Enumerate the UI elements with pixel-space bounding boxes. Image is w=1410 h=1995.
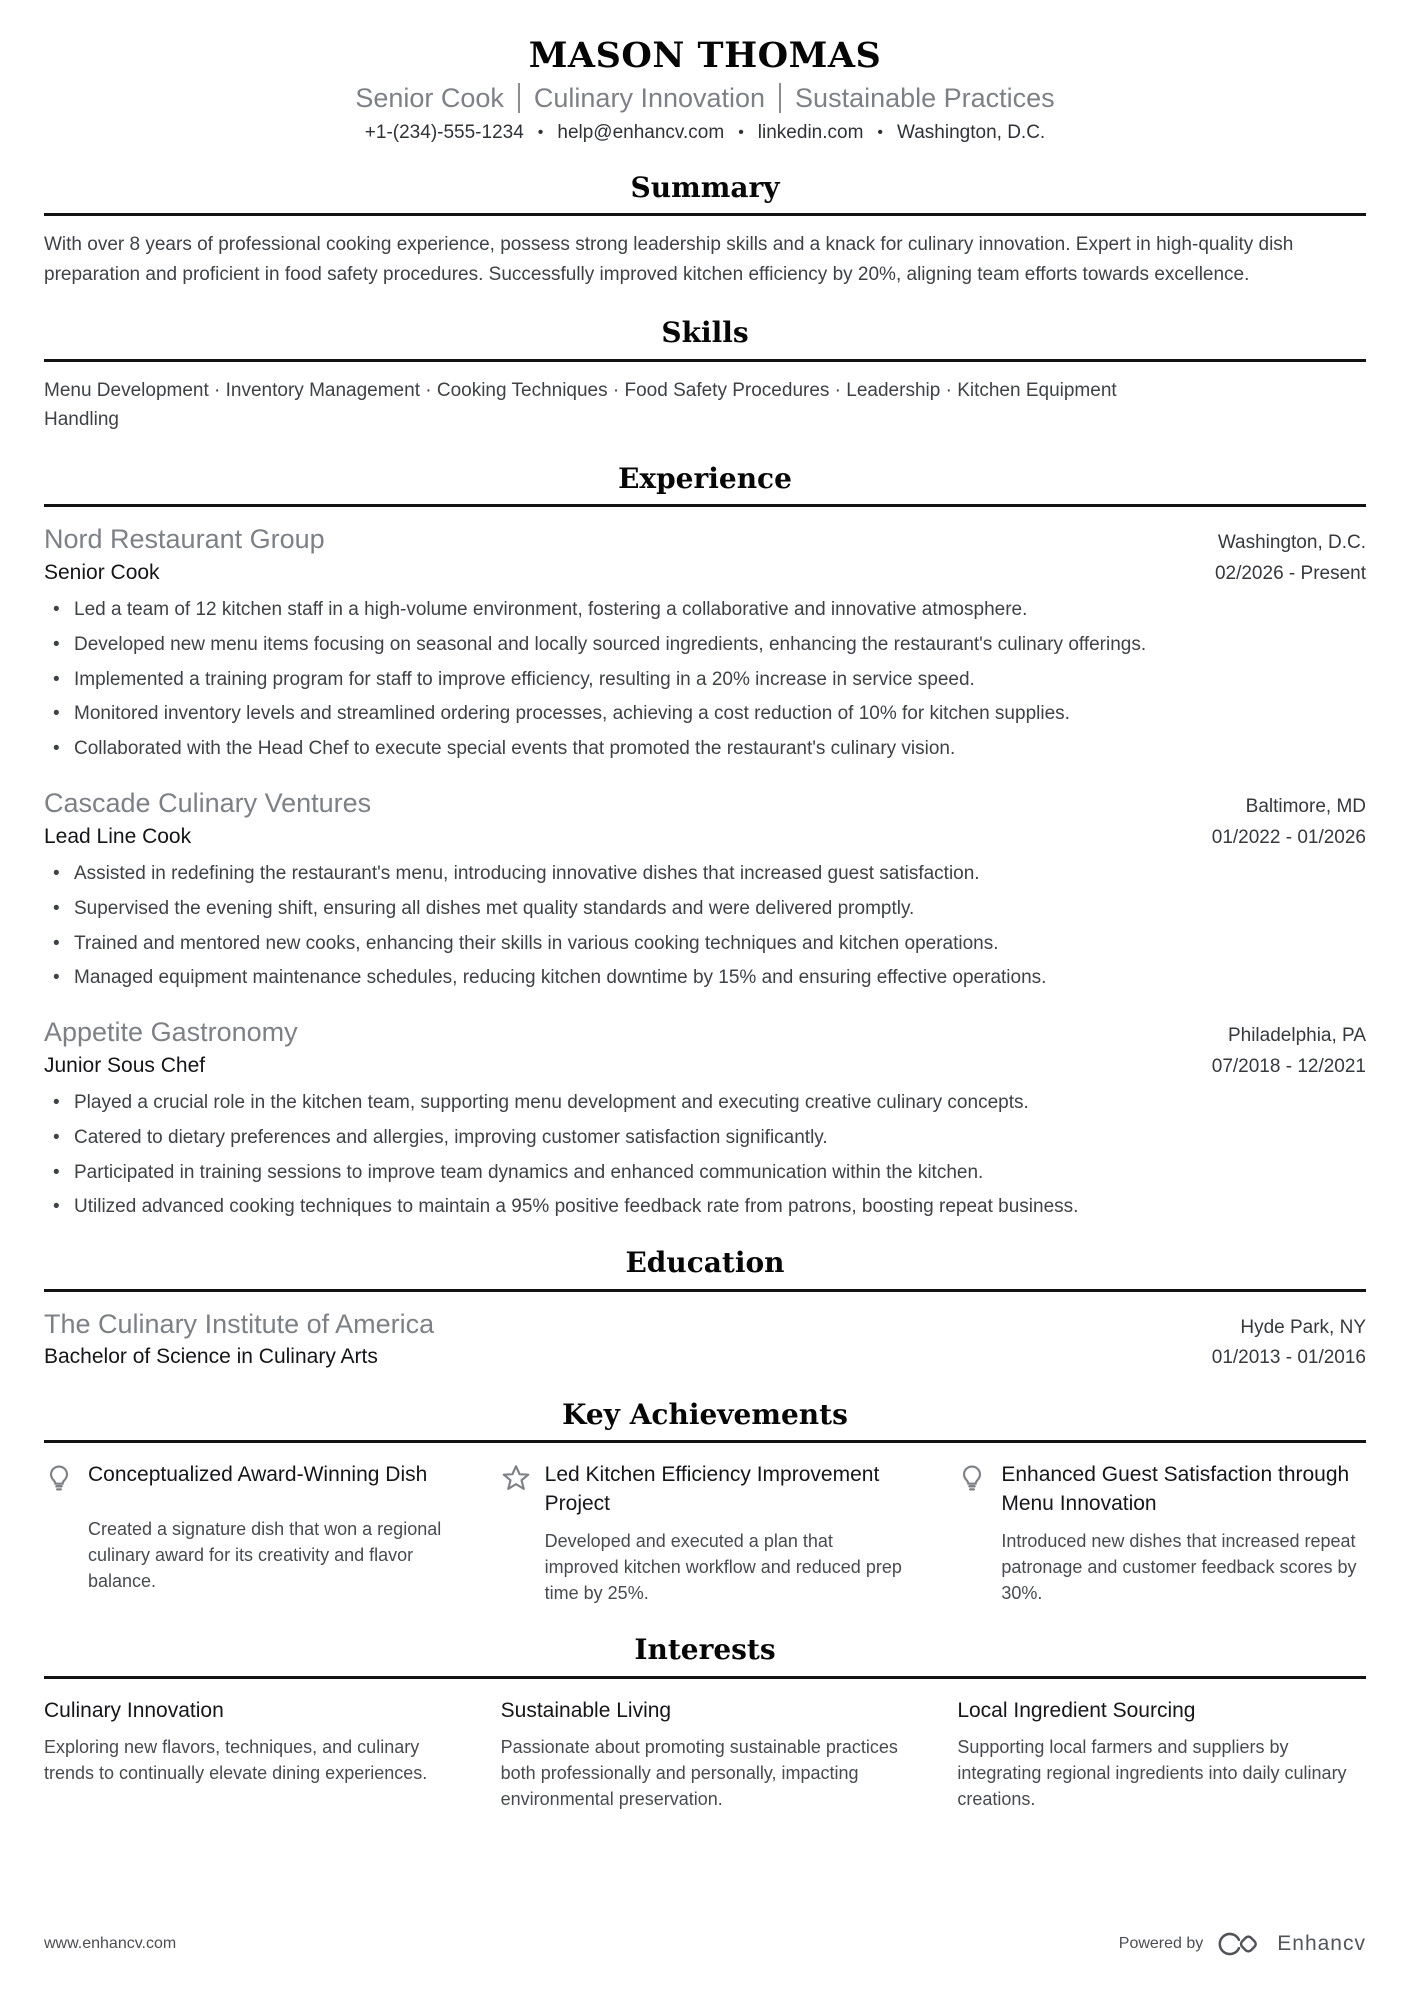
contact-item-location: Washington, D.C. — [897, 121, 1046, 143]
section-title: Skills — [661, 316, 749, 350]
candidate-name: MASON THOMAS — [528, 35, 882, 76]
achievements-grid — [44, 1461, 1366, 1606]
bullet-item: • Led a team of 12 kitchen staff in a high-volume environment, fostering a collaborative and innovative atmosphere. — [44, 598, 1366, 622]
contact-item-email: help@enhancv.com — [557, 121, 725, 143]
bullet-list — [44, 1091, 1366, 1219]
experience-entry — [44, 1016, 1366, 1219]
degree-name: Bachelor of Science in Culinary Arts — [44, 1345, 378, 1369]
role-item: Culinary Innovation — [533, 83, 766, 114]
interest-description: Passionate about promoting sustainable practices both professionally and personally, impacting environmental preservation. — [500, 1737, 898, 1810]
bullet-item: • Collaborated with the Head Chef to execute special events that promoted the restaurant's culinary vision. — [44, 737, 1366, 761]
contact-info — [44, 122, 1366, 144]
role-summary — [44, 82, 1366, 114]
entry-location: Washington, D.C. — [1217, 532, 1366, 554]
achievement-title: Led Kitchen Efficiency Improvement Project — [544, 1463, 880, 1515]
experience-entry — [44, 523, 1366, 761]
achievement-card — [44, 1461, 453, 1606]
website-link: www.enhancv.com — [44, 1935, 177, 1952]
company-name: Nord Restaurant Group — [44, 524, 325, 555]
experience-entry — [44, 787, 1366, 990]
entry-header-row — [44, 787, 1366, 821]
entry-subheader-row — [44, 1341, 1366, 1370]
lightbulb-icon — [44, 1461, 88, 1505]
interests-grid — [44, 1697, 1366, 1813]
education-entry — [44, 1308, 1366, 1371]
bullet-item: • Assisted in redefining the restaurant's menu, introducing innovative dishes that increased guest satisfaction. — [44, 862, 1366, 886]
section-interests — [44, 1633, 1366, 1812]
bullet-item: • Played a crucial role in the kitchen team, supporting menu development and executing creative culinary concepts. — [44, 1091, 1366, 1115]
enhancv-logo-icon — [1217, 1931, 1263, 1957]
section-rule — [44, 213, 1366, 216]
powered-by — [1119, 1931, 1366, 1957]
interest-description: Exploring new flavors, techniques, and culinary trends to continually elevate dining experiences. — [44, 1737, 428, 1784]
dot-separator: • — [738, 123, 744, 141]
interest-card — [501, 1697, 910, 1813]
bullet-item: • Managed equipment maintenance schedules, reducing kitchen downtime by 15% and ensuring effective operations. — [44, 966, 1366, 990]
section-rule — [44, 1289, 1366, 1292]
bullet-list — [44, 598, 1366, 761]
bullet-item: • Supervised the evening shift, ensuring all dishes met quality standards and were delivered promptly. — [44, 897, 1366, 921]
bullet-item: • Trained and mentored new cooks, enhancing their skills in various cooking techniques and kitchen operations. — [44, 932, 1366, 956]
section-title: Summary — [630, 170, 780, 204]
section-title: Experience — [618, 461, 792, 495]
achievement-description: Created a signature dish that won a regional culinary award for its creativity and flavor balance. — [88, 1518, 442, 1591]
entry-subheader-row — [44, 1050, 1366, 1079]
section-rule — [44, 504, 1366, 507]
interest-card — [957, 1697, 1366, 1813]
school-name: The Culinary Institute of America — [44, 1308, 435, 1339]
job-title: Junior Sous Chef — [44, 1053, 206, 1077]
entry-header-row — [44, 1308, 1366, 1342]
entry-location: Hyde Park, NY — [1240, 1316, 1366, 1338]
section-title: Education — [625, 1246, 785, 1280]
lightbulb-icon — [957, 1461, 1001, 1518]
achievement-title: Enhanced Guest Satisfaction through Menu Innovation — [1001, 1463, 1350, 1515]
summary-text: With over 8 years of professional cooking experience, possess strong leadership skills and a knack for culinary innovation. Expert in high-quality dish preparation and proficient in food safety procedures. Successfully improved kitchen efficiency by 20%, aligning team efforts towards excellence. — [44, 234, 1294, 285]
bullet-list — [44, 862, 1366, 990]
interest-card — [44, 1697, 453, 1813]
achievement-card — [957, 1461, 1366, 1606]
role-item: Sustainable Practices — [795, 83, 1055, 114]
job-title: Lead Line Cook — [44, 824, 192, 848]
entry-dates: 07/2018 - 12/2021 — [1211, 1055, 1366, 1077]
entry-subheader-row — [44, 821, 1366, 850]
entry-dates: 02/2026 - Present — [1214, 562, 1366, 584]
section-rule — [44, 359, 1366, 362]
star-icon — [501, 1461, 545, 1518]
bullet-item: • Catered to dietary preferences and allergies, improving customer satisfaction significantly. — [44, 1126, 1366, 1150]
bullet-item: • Developed new menu items focusing on seasonal and locally sourced ingredients, enhancing the restaurant's culinary offerings. — [44, 633, 1366, 657]
powered-by-label: Powered by — [1118, 1935, 1204, 1952]
entry-header-row — [44, 1016, 1366, 1050]
section-experience — [44, 462, 1366, 1219]
enhancv-brand: Enhancv — [1277, 1932, 1366, 1955]
bullet-item: • Monitored inventory levels and streamlined ordering processes, achieving a cost reduction of 10% for kitchen supplies. — [44, 702, 1366, 726]
achievement-title: Conceptualized Award-Winning Dish — [88, 1463, 428, 1487]
bullet-item: • Implemented a training program for staff to improve efficiency, resulting in a 20% increase in service speed. — [44, 668, 1366, 692]
achievement-card — [501, 1461, 910, 1606]
dot-separator: • — [537, 123, 544, 141]
section-education — [44, 1246, 1366, 1371]
interest-description: Supporting local farmers and suppliers by integrating regional ingredients into daily culinary creations. — [957, 1737, 1347, 1810]
entry-subheader-row — [44, 557, 1366, 586]
interest-title: Local Ingredient Sourcing — [957, 1698, 1196, 1722]
section-title: Interests — [634, 1633, 776, 1667]
section-rule — [44, 1440, 1366, 1443]
section-rule — [44, 1676, 1366, 1679]
company-name: Appetite Gastronomy — [44, 1017, 298, 1048]
resume-header — [44, 36, 1366, 144]
entry-dates: 01/2022 - 01/2026 — [1211, 826, 1366, 848]
job-title: Senior Cook — [44, 560, 160, 584]
section-title: Key Achievements — [562, 1397, 848, 1431]
section-key-achievements — [44, 1398, 1366, 1607]
skills-list: Menu Development · Inventory Management · Cooking Techniques · Food Safety Procedures · Leadership · Kitchen Equipment Handling — [44, 379, 1117, 431]
interest-title: Culinary Innovation — [44, 1698, 224, 1722]
entry-dates: 01/2013 - 01/2016 — [1211, 1347, 1366, 1369]
achievement-description: Developed and executed a plan that improved kitchen workflow and reduced prep time by 25%. — [544, 1530, 902, 1604]
section-summary — [44, 171, 1366, 289]
achievement-description: Introduced new dishes that increased repeat patronage and customer feedback scores by 30%. — [1001, 1530, 1357, 1604]
bullet-item: • Utilized advanced cooking techniques to maintain a 95% positive feedback rate from patrons, boosting repeat business. — [44, 1195, 1366, 1219]
bullet-item: • Participated in training sessions to improve team dynamics and enhanced communication within the kitchen. — [44, 1161, 1366, 1185]
interest-title: Sustainable Living — [500, 1698, 672, 1722]
vertical-bar-separator — [518, 83, 520, 113]
entry-header-row — [44, 523, 1366, 557]
contact-item-phone: +1-(234)-555-1234 — [364, 121, 524, 143]
company-name: Cascade Culinary Ventures — [44, 787, 372, 818]
vertical-bar-separator — [779, 83, 781, 113]
section-skills — [44, 316, 1366, 434]
entry-location: Philadelphia, PA — [1227, 1025, 1366, 1047]
entry-location: Baltimore, MD — [1245, 795, 1366, 817]
role-item: Senior Cook — [355, 83, 504, 114]
footer — [44, 1931, 1366, 1957]
contact-item-linkedin: linkedin.com — [757, 121, 864, 143]
dot-separator: • — [877, 123, 884, 141]
